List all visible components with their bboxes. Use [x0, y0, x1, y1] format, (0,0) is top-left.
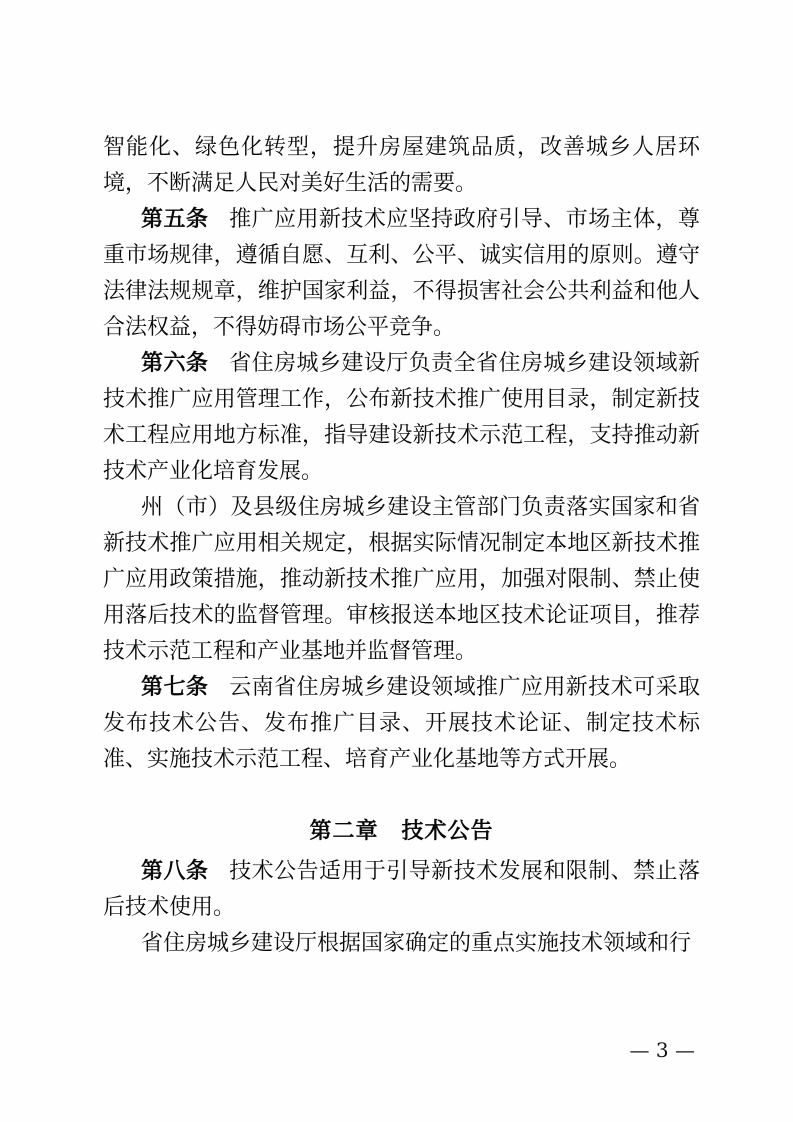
article-paragraph: [103, 670, 700, 778]
body-paragraph: 省住房城乡建设厅根据国家确定的重点实施技术领域和行: [141, 931, 692, 956]
article-number-label: 第六条: [141, 351, 209, 376]
article-number-label: 第八条: [141, 859, 209, 884]
page-number: — 3 —: [629, 1038, 695, 1062]
page-footer: [0, 1038, 793, 1068]
article-text: 省住房城乡建设厅负责全省住房城乡建设领域新技术推广应用管理工作，公布新技术推广使用目录，制定新技术工程应用地方标准，指导建设新技术示范工程，支持推动新技术产业化培育发展。: [103, 351, 700, 484]
article-text: 技术公告适用于引导新技术发展和限制、禁止落后技术使用。: [103, 859, 700, 920]
article-paragraph: [103, 202, 700, 346]
body-paragraph: 州（市）及县级住房城乡建设主管部门负责落实国家和省新技术推广应用相关规定，根据实际情况制定本地区新技术推广应用政策措施，推动新技术推广应用，加强对限制、禁止使用落后技术的监督管理。审核报送本地区技术论证项目，推荐技术示范工程和产业基地并监督管理。: [103, 495, 700, 664]
article-text: 推广应用新技术应坚持政府引导、市场主体，尊重市场规律，遵循自愿、互利、公平、诚实信用的原则。遵守法律法规规章，维护国家利益，不得损害社会公共利益和他人合法权益，不得妨碍市场公平竞争。: [103, 207, 700, 340]
chapter-heading: 第二章 技术公告: [309, 819, 494, 844]
article-paragraph: [103, 854, 700, 926]
article-number-label: 第五条: [141, 207, 209, 232]
article-number-label: 第七条: [141, 675, 209, 700]
article-paragraph: [103, 346, 700, 490]
body-paragraph: 智能化、绿色化转型，提升房屋建筑品质，改善城乡人居环境，不断满足人民对美好生活的需要。: [103, 135, 700, 196]
document-body: [103, 130, 700, 962]
article-text: 云南省住房城乡建设领域推广应用新技术可采取发布技术公告、发布推广目录、开展技术论证、制定技术标准、实施技术示范工程、培育产业化基地等方式开展。: [103, 675, 700, 772]
